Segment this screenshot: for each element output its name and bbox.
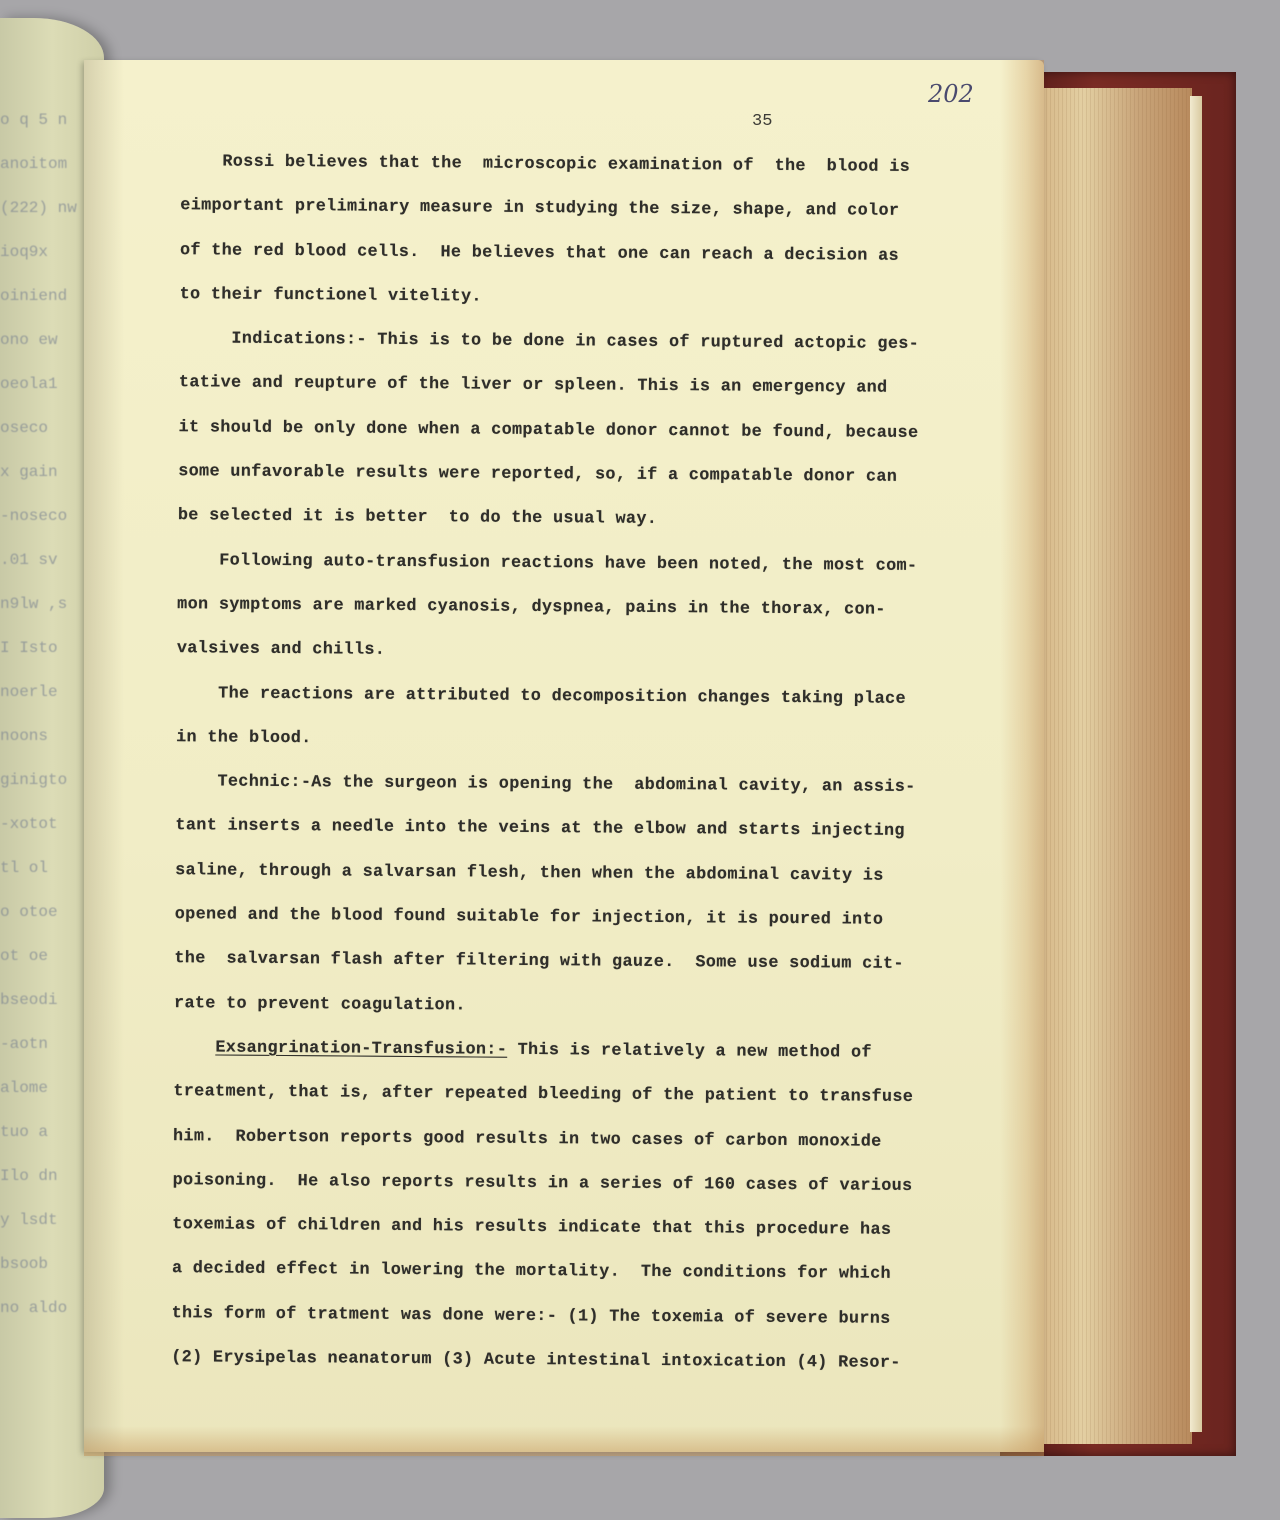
section-heading: Exsangrination-Transfusion:- (215, 1038, 508, 1060)
text-line: The reactions are attributed to decomposition changes taking place (155, 683, 906, 709)
left-page-line: oeola1 (0, 375, 58, 393)
text-line: tative and reupture of the liver or spleen. This is an emergency and (158, 373, 888, 399)
text-line: some unfavorable results were reported, so, if a compatable donor can (157, 462, 898, 487)
left-page-line: ginigto (0, 771, 68, 789)
left-page-line: anoitom (0, 155, 68, 173)
page-number: 35 (752, 112, 773, 131)
left-page-line: oiniend (0, 287, 68, 305)
text-line: be selected it is better to do the usual way. (156, 506, 658, 530)
text-line: rate to prevent coagulation. (153, 993, 466, 1016)
left-page-line: -aotn (0, 1035, 49, 1053)
left-page-line: ot oe (0, 947, 49, 965)
gutter-shadow (84, 60, 124, 1452)
left-page-line: x gain (0, 463, 58, 481)
left-page-line: (222) nw (0, 199, 77, 217)
text-line: saline, through a salvarsan flesh, then when the abdominal cavity is (154, 860, 884, 886)
text-line: the salvarsan flash after filtering with gauze. Some use sodium cit- (153, 949, 904, 975)
text-line: a decided effect in lowering the mortality. The conditions for which (151, 1259, 892, 1285)
left-page-line: ioq9x (0, 243, 49, 261)
page-edge-stain (1000, 60, 1044, 1452)
text-line: it should be only done when a compatable donor cannot be found, because (157, 417, 919, 443)
text-line: (2) Erysipelas neanatorum (3) Acute intestinal intoxication (4) Resor- (150, 1347, 901, 1373)
text-line: him. Robertson reports good results in two cases of carbon monoxide (152, 1126, 882, 1152)
text-line: this form of tratment was done were:- (1) The toxemia of severe burns (150, 1303, 891, 1329)
left-page-line: no aldo (0, 1299, 68, 1317)
text-line: eimportant preliminary measure in studying the size, shape, and color (159, 196, 900, 222)
text-line: to their functionel vitelity. (158, 284, 482, 307)
left-page-line: bseodi (0, 991, 58, 1009)
text-line: in the blood. (155, 727, 312, 749)
left-page-line: Ilo dn (0, 1167, 58, 1185)
left-page-line: tuo a (0, 1123, 49, 1141)
text-line: toxemias of children and his results indicate that this procedure has (151, 1215, 892, 1240)
left-page-line: n9lw ,s (0, 595, 68, 613)
text-line: poisoning. He also reports results in a series of 160 cases of various (151, 1170, 913, 1196)
text-line: opened and the blood found suitable for injection, it is poured into (153, 905, 884, 930)
left-page-line: -xotot (0, 815, 58, 833)
handwritten-folio-number: 202 (928, 80, 974, 108)
left-page-line: -noseco (0, 507, 68, 525)
text-line: of the red blood cells. He believes that one can reach a decision as (159, 240, 900, 266)
text-line: treatment, that is, after repeated bleeding of the patient to transfuse (152, 1082, 914, 1108)
heading-line-text: This is relatively a new method of (507, 1040, 872, 1063)
text-line: tant inserts a needle into the veins at the elbow and starts injecting (154, 816, 905, 842)
left-page-line: noons (0, 727, 49, 745)
left-page-line: alome (0, 1079, 49, 1097)
text-line: Technic:-As the surgeon is opening the abdominal cavity, an assis- (154, 772, 916, 798)
left-page-line: tl ol (0, 859, 49, 877)
text-line: mon symptoms are marked cyanosis, dyspnea, pains in the thorax, con- (156, 594, 886, 620)
section-heading-line (153, 1026, 953, 1077)
typed-body-text (150, 140, 960, 1387)
left-page-line: .01 sv (0, 551, 58, 569)
page-bottom-wear (84, 1426, 1044, 1456)
left-page-line: y lsdt (0, 1211, 58, 1229)
left-page-line: oseco (0, 419, 49, 437)
text-line: Rossi believes that the microscopic examination of the blood is (159, 151, 911, 177)
left-page-line: I Isto (0, 639, 58, 657)
left-page-line: noerle (0, 683, 58, 701)
text-line: Following auto-transfusion reactions have been noted, the most com- (156, 550, 918, 576)
left-page-line: bsoob (0, 1255, 49, 1273)
heading-indent (153, 1038, 216, 1057)
text-line: valsives and chills. (155, 639, 386, 661)
left-page-line: o otoe (0, 903, 58, 921)
text-line: Indications:- This is to be done in cases of ruptured actopic ges- (158, 329, 920, 355)
left-page-line: o q 5 n (0, 111, 68, 129)
page-stack-highlight (1190, 96, 1202, 1432)
left-page-line: ono ew (0, 331, 58, 349)
